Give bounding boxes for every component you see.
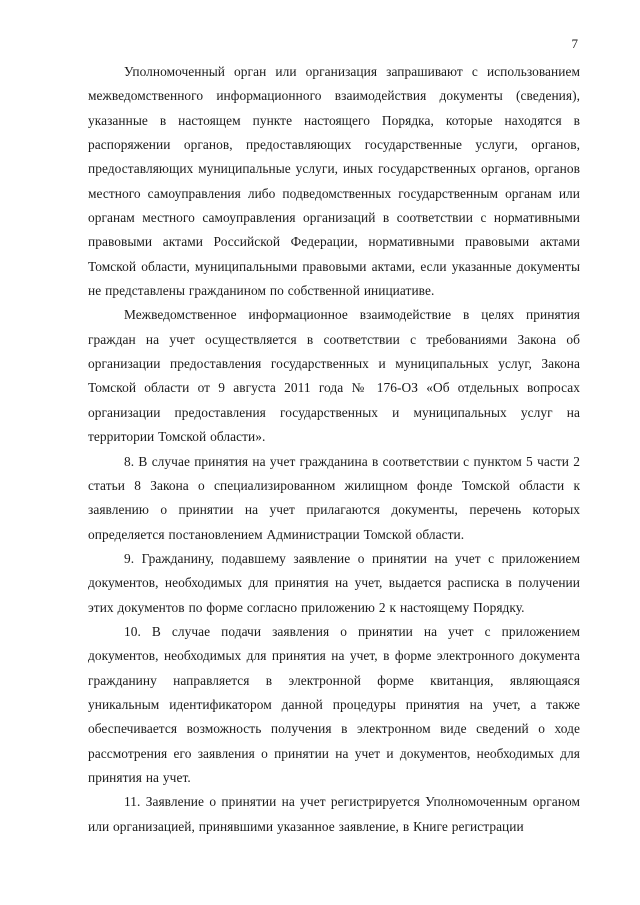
paragraph-interagency-request: Уполномоченный орган или организация запрашивают с использованием межведомственного информационного взаимодействия документы (сведения), указанные в настоящем пункте настоящего Порядка, которые находятся в распоряжении органов, предоставляющих государственные услуги, органов, предоставляющих муниципальные услуги, иных государственных органов, органов местного самоуправления либо подведомственных государственным органам или органам местного самоуправления организаций в соответствии с нормативными правовыми актами Российской Федерации, нормативными правовыми актами Томской области, муниципальными правовыми актами, если указанные документы не представлены гражданином по собственной инициативе.	[88, 64, 580, 299]
paragraph-item-11: 11. Заявление о принятии на учет регистрируется Уполномоченным органом или организацией, принявшими указанное заявление, в Книге регистрации	[88, 794, 580, 834]
paragraph-item-9: 9. Гражданину, подавшему заявление о принятии на учет с приложением документов, необходимых для принятия на учет, выдается расписка в получении этих документов по форме согласно приложению 2 к настоящему Порядку.	[88, 550, 580, 615]
paragraph-interagency-interaction: Межведомственное информационное взаимодействие в целях принятия граждан на учет осуществляется в соответствии с требованиями Закона об организации предоставления государственных и муниципальных услуг, Закона Томской области от 9 августа 2011 года № 176-ОЗ «Об отдельных вопросах организации предоставления государственных и муниципальных услуг на территории Томской области».	[88, 307, 580, 445]
page-number: 7	[571, 36, 578, 51]
document-body	[88, 60, 580, 839]
paragraph-item-10: 10. В случае подачи заявления о принятии на учет с приложением документов, необходимых для принятия на учет, в форме электронного документа гражданину направляется в электронной форме квитанция, являющаяся уникальным идентификатором данной процедуры принятия на учет, а также обеспечивается возможность получения в электронном виде сведений о ходе рассмотрения его заявления о принятии на учет и документов, необходимых для принятия на учет.	[88, 623, 580, 785]
paragraph-item-8: 8. В случае принятия на учет гражданина в соответствии с пунктом 5 части 2 статьи 8 Закона о специализированном жилищном фонде Томской области к заявлению о принятии на учет прилагаются документы, перечень которых определяется постановлением Администрации Томской области.	[88, 453, 580, 542]
